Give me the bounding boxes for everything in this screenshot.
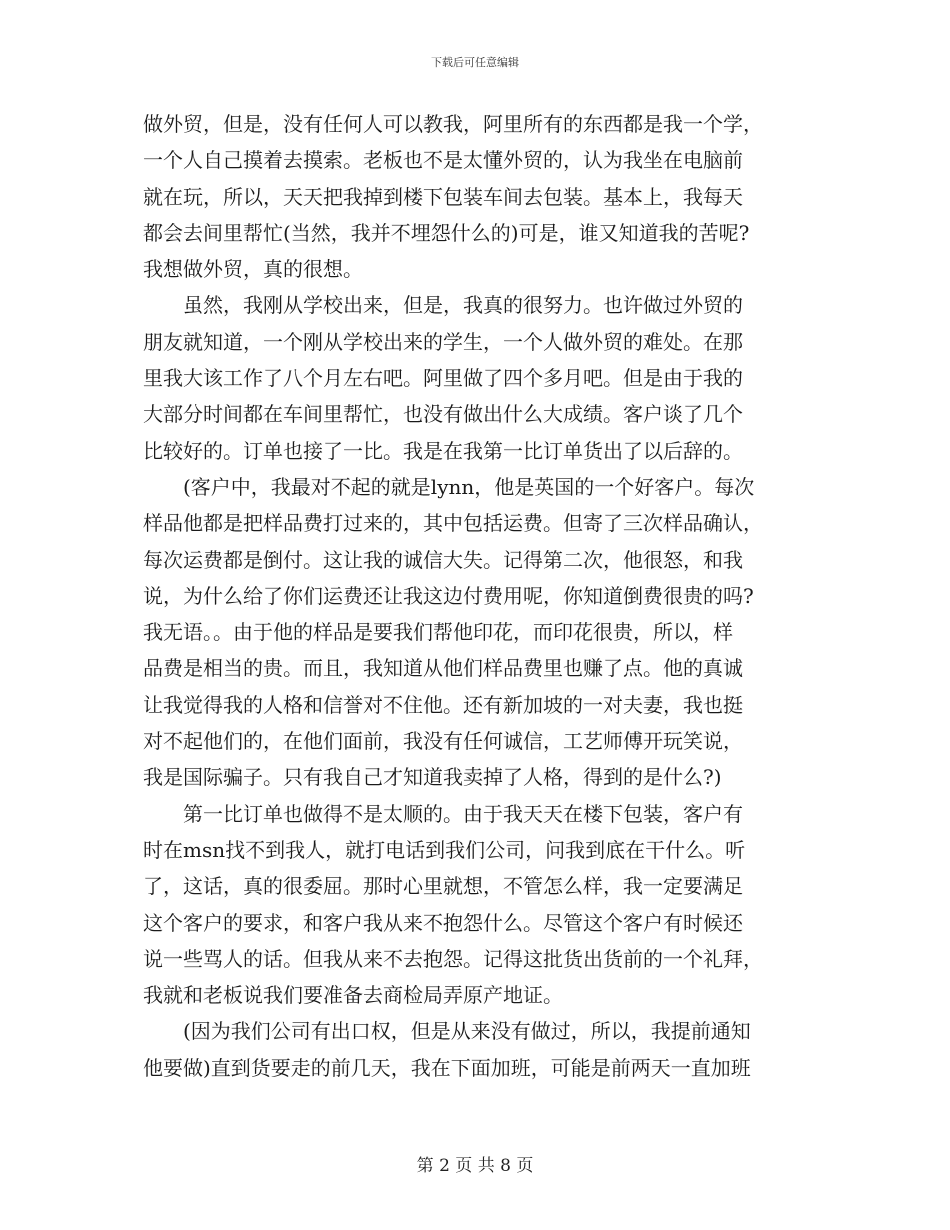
body-line: 都会去间里帮忙(当然，我并不埋怨什么的)可是，谁又知道我的苦呢? [143, 220, 750, 245]
document-body [143, 106, 823, 1086]
page-header: 下载后可任意编辑 [431, 56, 519, 69]
body-line: 品费是相当的贵。而且，我知道从他们样品费里也赚了点。他的真诚 [143, 656, 743, 681]
body-line: 每次运费都是倒付。这让我的诚信大失。记得第二次，他很怒，和我 [143, 547, 743, 572]
body-line: 我是国际骗子。只有我自己才知道我卖掉了人格，得到的是什么?) [143, 765, 722, 790]
body-line: 说一些骂人的话。但我从来不去抱怨。记得这批货出货前的一个礼拜， [143, 946, 763, 971]
body-line: 样品他都是把样品费打过来的，其中包括运费。但寄了三次样品确认， [143, 511, 763, 536]
body-line: 第一比订单也做得不是太顺的。由于我天天在楼下包装，客户有 [143, 801, 743, 826]
body-line: 做外贸，但是，没有任何人可以教我，阿里所有的东西都是我一个学， [143, 112, 763, 136]
body-line: 比较好的。订单也接了一比。我是在我第一比订单货出了以后辞的。 [143, 438, 743, 463]
body-line: 就在玩，所以，天天把我掉到楼下包装车间去包装。基本上，我每天 [143, 184, 743, 209]
body-line: (因为我们公司有出口权，但是从来没有做过，所以，我提前通知 [143, 1019, 751, 1044]
body-line: 我就和老板说我们要准备去商检局弄原产地证。 [143, 983, 563, 1008]
body-line: 了，这话，真的很委屈。那时心里就想，不管怎么样，我一定要满足 [143, 874, 743, 899]
body-line: 朋友就知道，一个刚从学校出来的学生，一个人做外贸的难处。在那 [143, 329, 743, 354]
body-line: 大部分时间都在车间里帮忙，也没有做出什么大成绩。客户谈了几个 [143, 402, 743, 427]
body-line: 我想做外贸，真的很想。 [143, 257, 363, 282]
body-line: 对不起他们的，在他们面前，我没有任何诚信，工艺师傅开玩笑说， [143, 729, 743, 754]
body-line: 他要做)直到货要走的前几天，我在下面加班，可能是前两天一直加班 [143, 1055, 751, 1080]
page-number: 第 2 页 共 8 页 [416, 1156, 534, 1176]
body-line: (客户中，我最对不起的就是lynn，他是英国的一个好客户。每次 [143, 474, 755, 499]
body-line: 这个客户的要求，和客户我从来不抱怨什么。尽管这个客户有时候还 [143, 910, 743, 935]
body-line: 虽然，我刚从学校出来，但是，我真的很努力。也许做过外贸的 [143, 293, 743, 318]
body-line: 里我大该工作了八个月左右吧。阿里做了四个多月吧。但是由于我的 [143, 366, 743, 391]
body-line: 让我觉得我的人格和信誉对不住他。还有新加坡的一对夫妻，我也挺 [143, 692, 743, 717]
body-line: 我无语。。由于他的样品是要我们帮他印花，而印花很贵，所以，样 [143, 620, 733, 645]
body-line: 说，为什么给了你们运费还让我这边付费用呢，你知道倒费很贵的吗? [143, 583, 754, 608]
body-line: 时在msn找不到我人，就打电话到我们公司，问我到底在干什么。听 [143, 837, 746, 862]
page-footer [0, 1151, 950, 1176]
body-line: 一个人自己摸着去摸索。老板也不是太懂外贸的，认为我坐在电脑前 [143, 148, 743, 173]
